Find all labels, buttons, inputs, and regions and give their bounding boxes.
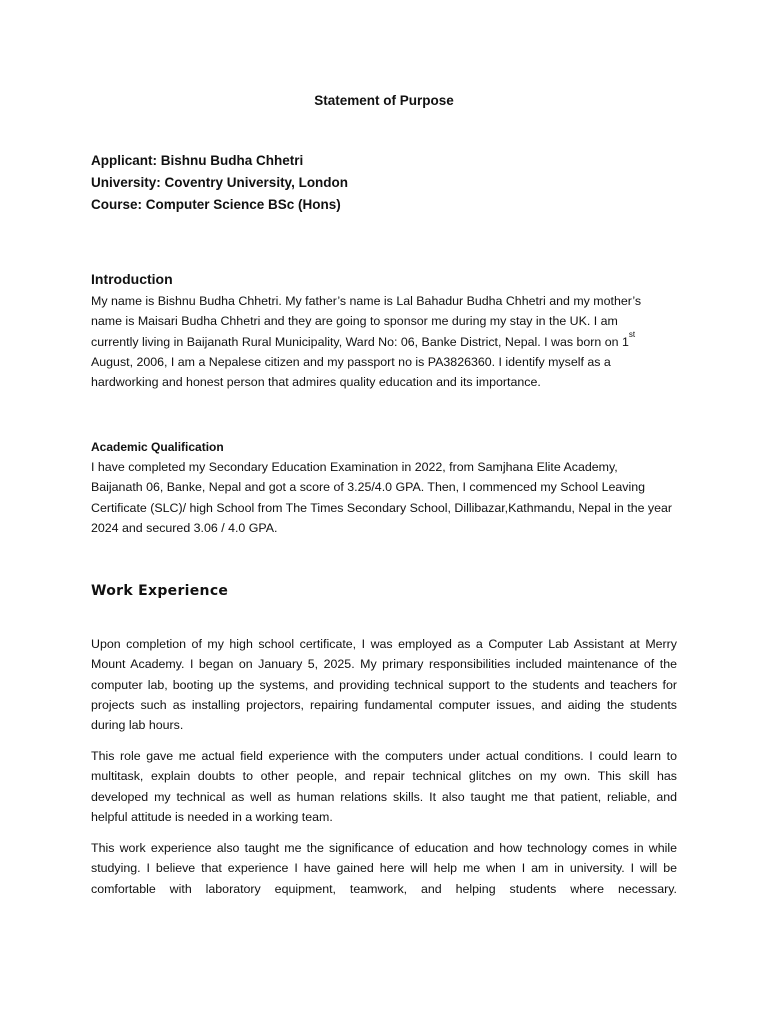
text-line: Mount Academy. I began on January 5, 2025. My primary responsibilities included maintenance of the: [91, 657, 677, 672]
text-line: I have completed my Secondary Education Examination in 2022, from Samjhana Elite Academy,: [91, 460, 618, 474]
text-line-content: currently living in Baijanath Rural Municipality, Ward No: 06, Banke District, Nepal. I was born on 1: [91, 334, 629, 349]
text-line: comfortable with laboratory equipment, teamwork, and helping students where necessary.: [91, 881, 677, 896]
academic-paragraph: [91, 457, 677, 538]
text-line: hardworking and honest person that admires quality education and its importance.: [91, 375, 541, 390]
text-line: Baijanath 06, Banke, Nepal and got a score of 3.25/4.0 GPA. Then, I commenced my School Leaving: [91, 480, 646, 495]
text-line: Certificate (SLC)/ high School from The Times Secondary School, Dillibazar,Kathmandu, Nepal in the year: [91, 500, 673, 515]
introduction-paragraph: [91, 291, 677, 392]
text-line: projects such as installing projectors, repairing fundamental computer issues, and aiding the students: [91, 697, 677, 712]
work-experience-heading: Work Experience: [91, 583, 229, 599]
work-paragraph-2: [91, 746, 677, 827]
text-line: My name is Bishnu Budha Chhetri. My father’s name is Lal Bahadur Budha Chhetri and my mother’s: [91, 294, 642, 308]
text-line: studying. I believe that experience I have gained here will help me when I am in university. I will be: [91, 861, 677, 876]
text-line: name is Maisari Budha Chhetri and they are going to sponsor me during my stay in the UK. I am: [91, 314, 618, 329]
document-title: Statement of Purpose: [314, 93, 454, 108]
ordinal-superscript: st: [628, 329, 636, 339]
text-line: multitask, explain doubts to other people, and repair technical glitches on my own. This skill has: [91, 769, 677, 784]
text-line: August, 2006, I am a Nepalese citizen and my passport no is PA3826360. I identify myself as a: [91, 354, 611, 369]
work-paragraph-3: [91, 838, 677, 899]
academic-heading: Academic Qualification: [91, 440, 224, 454]
applicant-header: [91, 150, 691, 216]
text-line: developed my technical as well as human relations skills. It also taught me that patient, reliable, and: [91, 789, 677, 804]
text-line: during lab hours.: [91, 718, 184, 733]
text-line: [91, 329, 677, 352]
work-paragraph-1: [91, 634, 677, 735]
introduction-heading: Introduction: [91, 271, 173, 287]
text-line: Upon completion of my high school certificate, I was employed as a Computer Lab Assistant at Merry: [91, 637, 677, 651]
course-line: Course: Computer Science BSc (Hons): [91, 197, 341, 212]
applicant-line: Applicant: Bishnu Budha Chhetri: [91, 153, 304, 168]
text-line: computer lab, booting up the systems, and providing technical support to the students and teachers for: [91, 677, 677, 692]
text-line: This role gave me actual field experience with the computers under actual conditions. I could learn to: [91, 749, 677, 763]
text-line: This work experience also taught me the significance of education and how technology comes in while: [91, 841, 677, 855]
text-line: helpful attitude is needed in a working team.: [91, 809, 333, 824]
university-line: University: Coventry University, London: [91, 175, 349, 190]
text-line: 2024 and secured 3.06 / 4.0 GPA.: [91, 520, 278, 535]
